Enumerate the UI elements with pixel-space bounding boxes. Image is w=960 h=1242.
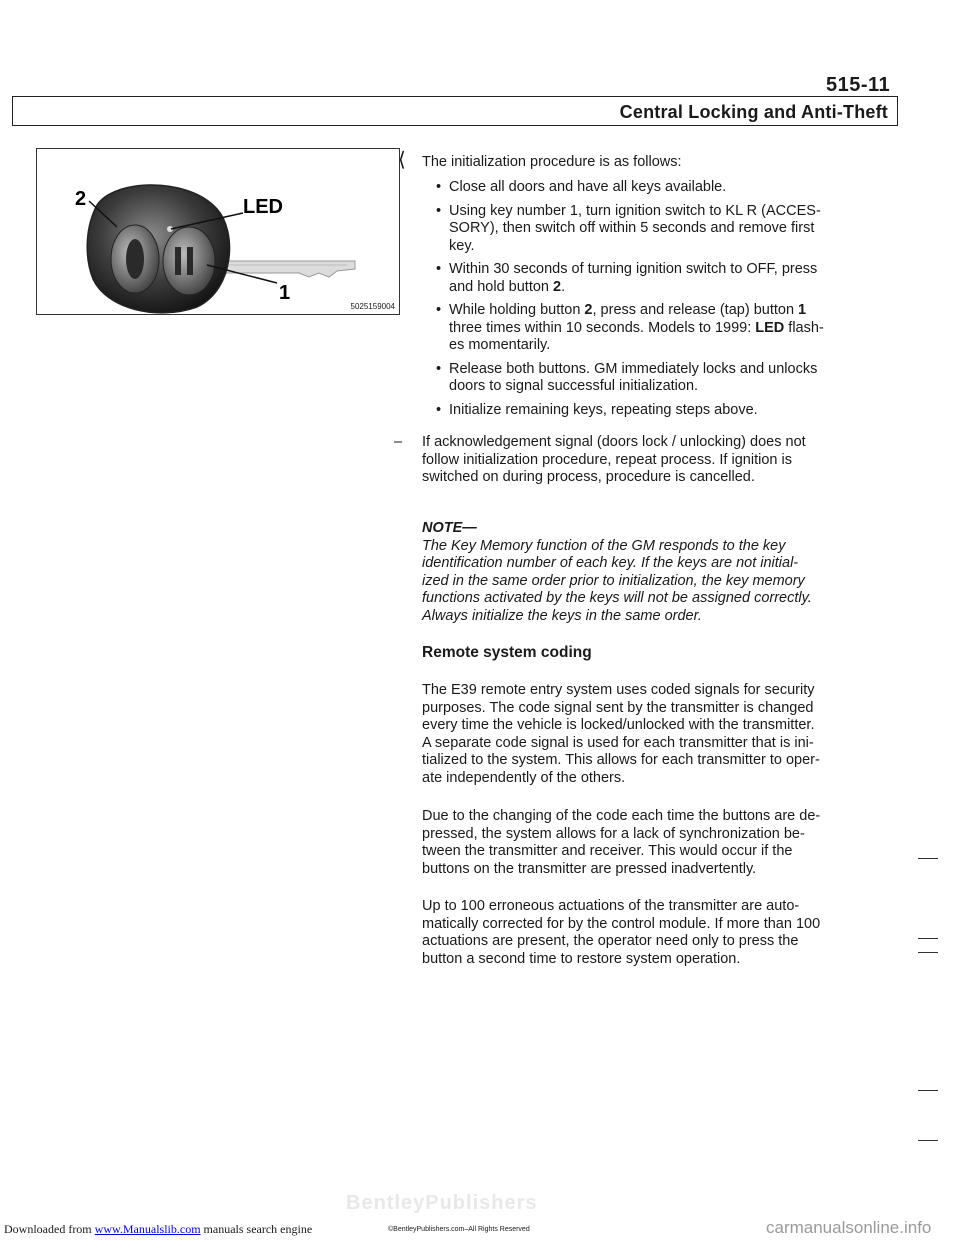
watermark: BentleyPublishers	[346, 1192, 538, 1214]
key-blade-shape	[217, 261, 355, 277]
list-item: • Release both buttons. GM immediately locks and unlocks doors to signal successful initialization.	[436, 361, 882, 396]
margin-rule	[918, 1090, 938, 1091]
page-number: 515-11	[826, 74, 891, 96]
note-block: NOTE— The Key Memory function of the GM responds to the key identification number of each key. If the keys are not initial- ized in the same order prior to initialization, the key memory functions activated by the keys will not be assigned correctly. Always initialize the keys in the same order.	[422, 520, 882, 625]
footer-download-notice: Downloaded from www.Manualslib.com manuals search engine	[4, 1222, 313, 1236]
margin-rule	[918, 952, 938, 953]
footer-copyright: ©BentleyPublishers.com–All Rights Reserved	[388, 1226, 530, 1233]
list-item: • Initialize remaining keys, repeating steps above.	[436, 402, 882, 420]
figure-label-2: 2	[75, 188, 87, 210]
remote-key-illustration	[37, 149, 399, 314]
procedure-intro: ⟨ The initialization procedure is as follows:	[398, 149, 682, 171]
figure-code: 5025159004	[350, 302, 395, 311]
list-item: • Close all doors and have all keys available.	[436, 179, 882, 197]
paragraph: Up to 100 erroneous actuations of the transmitter are auto- matically corrected for by the control module. If more than 100 actuations are present, the operator need only to press the button a second time to restore system operation.	[422, 898, 821, 967]
figure-label-led: LED	[243, 196, 283, 218]
margin-rule	[918, 1140, 938, 1141]
footer-site-mark: carmanualsonline.info	[766, 1218, 932, 1237]
margin-rule	[918, 858, 938, 859]
margin-rule	[918, 938, 938, 939]
paragraph: Due to the changing of the code each time the buttons are de- pressed, the system allows for a lack of synchronization be- tween the transmitter and receiver. This would occur if the buttons on the transmitter are pressed inadvertently.	[422, 808, 821, 877]
list-item: • Within 30 seconds of turning ignition switch to OFF, press and hold button 2.	[436, 261, 882, 296]
step-list	[436, 179, 882, 419]
key-figure	[36, 148, 400, 315]
figure-label-1: 1	[279, 282, 291, 304]
manualslib-link[interactable]: www.Manualslib.com	[94, 1222, 201, 1236]
note-heading: NOTE—	[422, 520, 477, 536]
section-title: Central Locking and Anti-Theft	[619, 102, 888, 122]
list-item: • While holding button 2, press and release (tap) button 1 three times within 10 seconds. Models to 1999: LED flash- es momentarily.	[436, 302, 882, 355]
arrow-left-icon: ⟨	[398, 149, 406, 171]
acknowledgement-note: – If acknowledgement signal (doors lock / unlocking) does not follow initialization procedure, repeat process. If ignition is switched on during process, procedure is cancelled.	[394, 434, 806, 485]
dash-marker: –	[394, 434, 403, 450]
subheading: Remote system coding	[422, 644, 592, 661]
paragraph: The E39 remote entry system uses coded signals for security purposes. The code signal sent by the transmitter is changed every time the vehicle is locked/unlocked with the transmitter. A separate code signal is used for each transmitter that is ini- tialized to the system. This allows for each transmitter to oper- ate independently of the others.	[422, 682, 820, 786]
list-item: • Using key number 1, turn ignition switch to KL R (ACCES- SORY), then switch off within 5 seconds and remove first key.	[436, 203, 882, 256]
